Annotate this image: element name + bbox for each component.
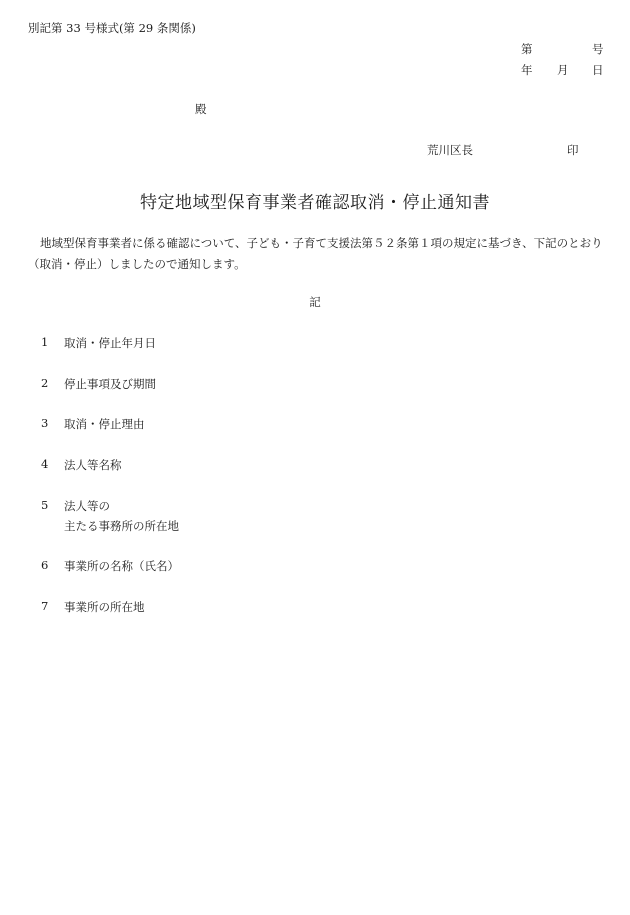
- addressee-suffix: 殿: [195, 102, 207, 116]
- item-label-corporation-address: 法人等の: [64, 499, 110, 513]
- item-label-office-address: 事業所の所在地: [64, 600, 145, 614]
- item-label-cancel-date: 取消・停止年月日: [64, 336, 156, 350]
- item-number: 7: [41, 599, 49, 613]
- item-number: 3: [41, 416, 49, 430]
- date-month-label: 月: [557, 63, 569, 77]
- item-label-corporation-name: 法人等名称: [64, 458, 122, 472]
- item-number: 6: [41, 558, 49, 572]
- body-paragraph: 地域型保育事業者に係る確認について、子ども・子育て支援法第５２条第１項の規定に基づき、下記のとおり（取消・停止）しましたので通知します。: [28, 236, 603, 271]
- item-label-suspension-period: 停止事項及び期間: [64, 377, 156, 391]
- item-number: 4: [41, 457, 49, 471]
- issuer-name: 荒川区長: [427, 143, 473, 157]
- form-label: 別記第 33 号様式(第 29 条関係): [28, 21, 196, 35]
- item-label-reason: 取消・停止理由: [64, 417, 145, 431]
- item-number: 2: [41, 376, 49, 390]
- number-go-label: 号: [592, 42, 604, 56]
- number-dai-label: 第: [521, 42, 533, 56]
- date-year-label: 年: [521, 63, 533, 77]
- document-title: 特定地域型保育事業者確認取消・停止通知書: [140, 193, 490, 213]
- date-day-label: 日: [592, 63, 604, 77]
- item-label-office-name: 事業所の名称（氏名）: [64, 559, 179, 573]
- item-number: 5: [41, 498, 49, 512]
- ki-heading: 記: [309, 295, 321, 309]
- item-label-corporation-address-line2: 主たる事務所の所在地: [64, 519, 179, 533]
- issuer-seal-mark: 印: [567, 143, 579, 157]
- item-number: 1: [41, 335, 49, 349]
